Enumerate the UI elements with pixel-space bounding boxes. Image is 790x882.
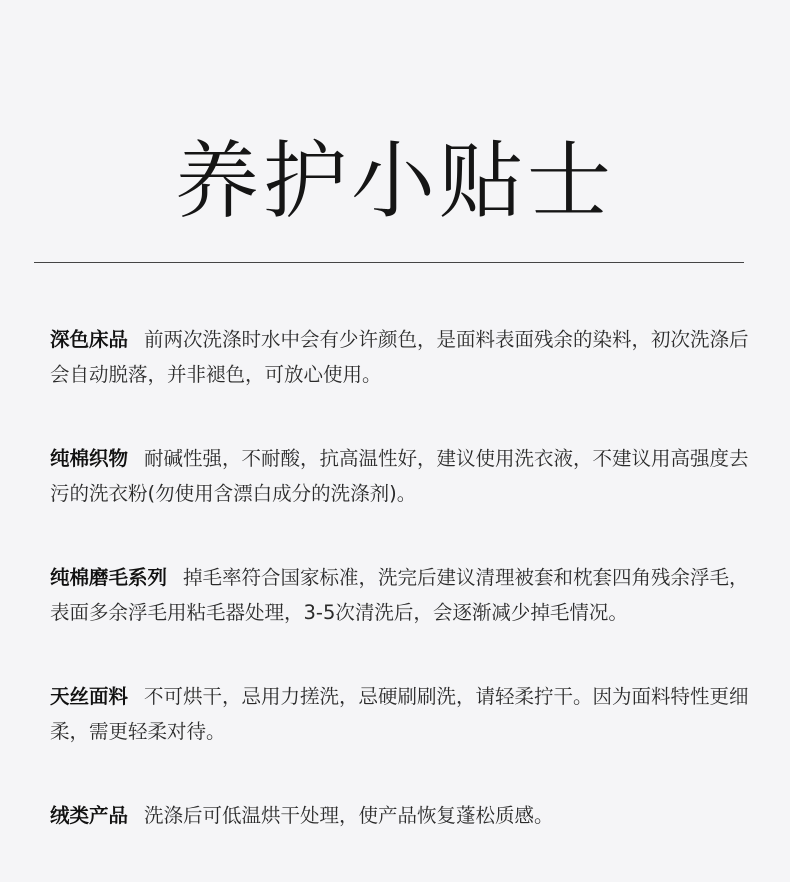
page-title: 养护小贴士 [174,132,615,231]
tip-heading: 纯棉磨毛系列 [50,566,168,589]
care-tips-list [50,322,750,882]
tip-velvet-products [50,798,750,833]
tip-text: 耐碱性强，不耐酸，抗高温性好，建议使用洗衣液，不建议用高强度去污的洗衣粉(勿使用含漂白成分的洗涤剂)。 [50,447,749,505]
tip-heading: 天丝面料 [50,685,129,708]
tip-text: 前两次洗涤时水中会有少许颜色，是面料表面残余的染料，初次洗涤后会自动脱落，并非褪色，可放心使用。 [50,328,749,386]
tip-brushed-cotton [50,560,750,630]
tip-heading: 纯棉织物 [50,447,129,470]
tip-heading: 深色床品 [50,328,129,351]
tip-dark-bedding [50,322,750,392]
tip-heading: 绒类产品 [50,804,129,827]
tip-cotton-fabric [50,441,750,511]
tip-text: 不可烘干，忌用力搓洗，忌硬刷刷洗，请轻柔拧干。因为面料特性更细柔，需更轻柔对待。 [50,685,749,743]
tip-text: 洗涤后可低温烘干处理，使产品恢复蓬松质感。 [144,804,554,827]
title-divider [34,262,744,263]
tip-text: 掉毛率符合国家标准，洗完后建议清理被套和枕套四角残余浮毛，表面多余浮毛用粘毛器处理，3-5次清洗后，会逐渐减少掉毛情况。 [50,566,749,624]
tip-tencel-fabric [50,679,750,749]
